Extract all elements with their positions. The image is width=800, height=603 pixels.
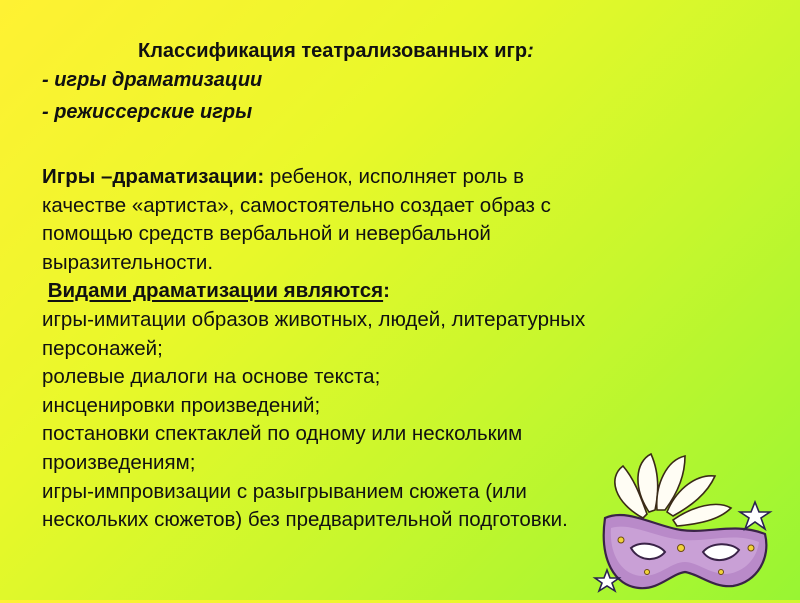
definition-line-1 [42,163,782,192]
kind-item-1: - игры драматизации [42,69,263,91]
definition-line-3: помощью средств вербальной и невербальной [42,222,491,246]
types-line-7: игры-импровизации с разыгрыванием сюжета (или [42,479,527,503]
types-line-4: инсценировки произведений; [42,393,321,417]
types-heading [42,277,782,306]
types-line-6: произведениям; [42,450,196,474]
title-colon: : [527,40,534,62]
types-line-5: постановки спектаклей по одному или нескольким [42,422,523,446]
kind-item-2: - режиссерские игры [42,101,253,123]
types-line-1: игры-имитации образов животных, людей, литературных [42,307,586,331]
definition-line-2: качестве «артиста», самостоятельно создает образ с [42,193,551,217]
carnival-mask-icon [585,448,785,598]
types-line-3: ролевые диалоги на основе текста; [42,365,381,389]
definition-line-4: выразительности. [42,250,214,274]
types-line-2: персонажей; [42,336,163,360]
types-line-8: нескольких сюжетов) без предварительной подготовки. [42,508,568,532]
types-heading-text: Видами драматизации являются [47,279,384,303]
slide-title [138,40,534,63]
definition-term: Игры –драматизации: [42,165,265,188]
definition-text-1: ребенок, исполняет роль в [264,165,525,188]
types-heading-colon: : [383,279,390,303]
title-text: Классификация театрализованных игр [138,40,528,62]
